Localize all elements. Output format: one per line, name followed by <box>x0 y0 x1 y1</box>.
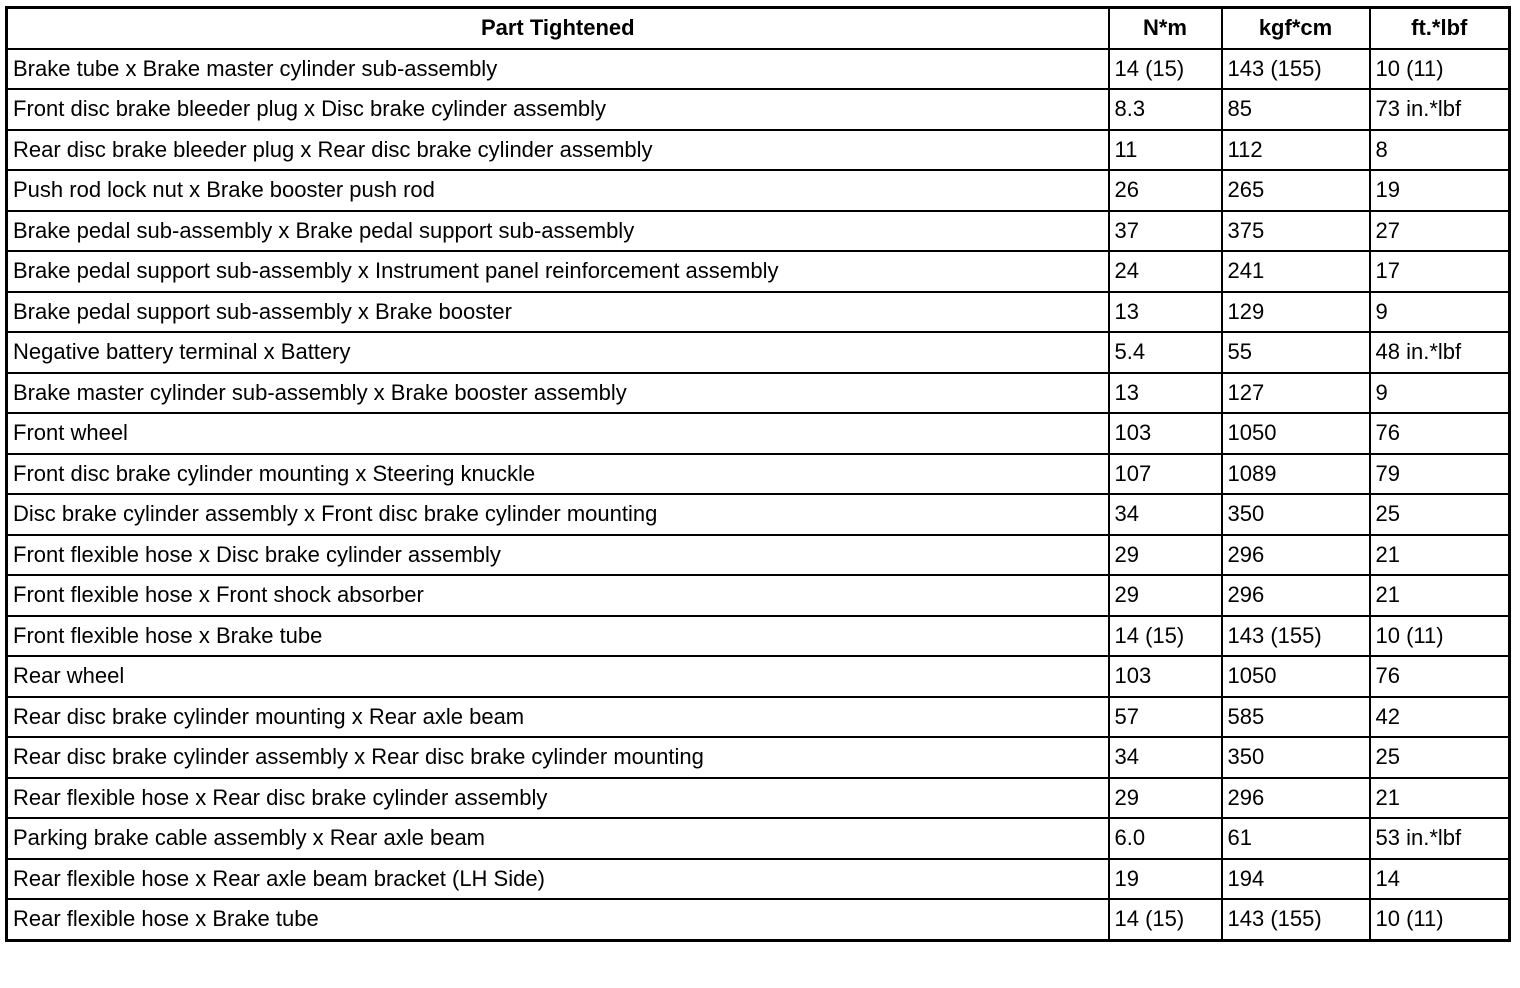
header-part-tightened: Part Tightened <box>7 8 1109 49</box>
cell-nm: 29 <box>1109 778 1222 819</box>
cell-nm: 14 (15) <box>1109 49 1222 90</box>
cell-ft-lbf: 9 <box>1370 292 1510 333</box>
table-row <box>7 49 1510 90</box>
cell-ft-lbf: 9 <box>1370 373 1510 414</box>
cell-part: Push rod lock nut x Brake booster push rod <box>7 170 1109 211</box>
cell-ft-lbf: 21 <box>1370 778 1510 819</box>
cell-part: Brake master cylinder sub-assembly x Brake booster assembly <box>7 373 1109 414</box>
cell-nm: 24 <box>1109 251 1222 292</box>
table-row <box>7 413 1510 454</box>
cell-part: Rear wheel <box>7 656 1109 697</box>
table-row <box>7 656 1510 697</box>
table-row <box>7 575 1510 616</box>
cell-kgf-cm: 241 <box>1222 251 1370 292</box>
table-row <box>7 170 1510 211</box>
cell-nm: 11 <box>1109 130 1222 171</box>
cell-ft-lbf: 21 <box>1370 575 1510 616</box>
table-row <box>7 859 1510 900</box>
cell-nm: 13 <box>1109 292 1222 333</box>
cell-part: Rear disc brake bleeder plug x Rear disc brake cylinder assembly <box>7 130 1109 171</box>
cell-part: Brake pedal sub-assembly x Brake pedal support sub-assembly <box>7 211 1109 252</box>
cell-ft-lbf: 76 <box>1370 656 1510 697</box>
table-row <box>7 697 1510 738</box>
torque-spec-table <box>5 6 1511 942</box>
table-row <box>7 899 1510 940</box>
cell-part: Disc brake cylinder assembly x Front disc brake cylinder mounting <box>7 494 1109 535</box>
table-row <box>7 535 1510 576</box>
cell-part: Rear flexible hose x Brake tube <box>7 899 1109 940</box>
cell-kgf-cm: 1050 <box>1222 656 1370 697</box>
cell-ft-lbf: 8 <box>1370 130 1510 171</box>
table-row <box>7 130 1510 171</box>
cell-part: Rear flexible hose x Rear axle beam bracket (LH Side) <box>7 859 1109 900</box>
cell-ft-lbf: 17 <box>1370 251 1510 292</box>
cell-kgf-cm: 61 <box>1222 818 1370 859</box>
table-row <box>7 494 1510 535</box>
cell-kgf-cm: 127 <box>1222 373 1370 414</box>
header-row <box>7 8 1510 49</box>
cell-kgf-cm: 143 (155) <box>1222 49 1370 90</box>
cell-part: Parking brake cable assembly x Rear axle beam <box>7 818 1109 859</box>
cell-kgf-cm: 265 <box>1222 170 1370 211</box>
cell-ft-lbf: 10 (11) <box>1370 616 1510 657</box>
cell-kgf-cm: 55 <box>1222 332 1370 373</box>
cell-nm: 34 <box>1109 737 1222 778</box>
cell-nm: 29 <box>1109 575 1222 616</box>
cell-nm: 103 <box>1109 656 1222 697</box>
cell-part: Front wheel <box>7 413 1109 454</box>
cell-part: Rear flexible hose x Rear disc brake cylinder assembly <box>7 778 1109 819</box>
cell-kgf-cm: 143 (155) <box>1222 616 1370 657</box>
cell-kgf-cm: 296 <box>1222 575 1370 616</box>
cell-ft-lbf: 25 <box>1370 494 1510 535</box>
cell-ft-lbf: 76 <box>1370 413 1510 454</box>
cell-kgf-cm: 585 <box>1222 697 1370 738</box>
cell-kgf-cm: 350 <box>1222 494 1370 535</box>
cell-ft-lbf: 19 <box>1370 170 1510 211</box>
cell-kgf-cm: 112 <box>1222 130 1370 171</box>
cell-part: Rear disc brake cylinder assembly x Rear disc brake cylinder mounting <box>7 737 1109 778</box>
cell-ft-lbf: 73 in.*lbf <box>1370 89 1510 130</box>
cell-part: Front flexible hose x Front shock absorber <box>7 575 1109 616</box>
table-row <box>7 616 1510 657</box>
table-row <box>7 818 1510 859</box>
cell-kgf-cm: 143 (155) <box>1222 899 1370 940</box>
cell-ft-lbf: 21 <box>1370 535 1510 576</box>
cell-part: Front flexible hose x Disc brake cylinder assembly <box>7 535 1109 576</box>
table-row <box>7 251 1510 292</box>
cell-part: Front flexible hose x Brake tube <box>7 616 1109 657</box>
cell-nm: 107 <box>1109 454 1222 495</box>
cell-nm: 13 <box>1109 373 1222 414</box>
table-row <box>7 332 1510 373</box>
cell-kgf-cm: 194 <box>1222 859 1370 900</box>
cell-nm: 57 <box>1109 697 1222 738</box>
cell-nm: 14 (15) <box>1109 899 1222 940</box>
cell-part: Brake tube x Brake master cylinder sub-assembly <box>7 49 1109 90</box>
cell-kgf-cm: 350 <box>1222 737 1370 778</box>
cell-part: Front disc brake cylinder mounting x Steering knuckle <box>7 454 1109 495</box>
table-row <box>7 454 1510 495</box>
cell-part: Front disc brake bleeder plug x Disc brake cylinder assembly <box>7 89 1109 130</box>
table-row <box>7 211 1510 252</box>
cell-ft-lbf: 48 in.*lbf <box>1370 332 1510 373</box>
cell-nm: 14 (15) <box>1109 616 1222 657</box>
cell-part: Brake pedal support sub-assembly x Instrument panel reinforcement assembly <box>7 251 1109 292</box>
cell-ft-lbf: 14 <box>1370 859 1510 900</box>
table-row <box>7 373 1510 414</box>
cell-ft-lbf: 79 <box>1370 454 1510 495</box>
header-ft-lbf: ft.*lbf <box>1370 8 1510 49</box>
cell-ft-lbf: 25 <box>1370 737 1510 778</box>
cell-kgf-cm: 129 <box>1222 292 1370 333</box>
cell-nm: 8.3 <box>1109 89 1222 130</box>
cell-nm: 5.4 <box>1109 332 1222 373</box>
cell-part: Negative battery terminal x Battery <box>7 332 1109 373</box>
table-row <box>7 292 1510 333</box>
cell-nm: 34 <box>1109 494 1222 535</box>
cell-nm: 6.0 <box>1109 818 1222 859</box>
table-row <box>7 737 1510 778</box>
cell-kgf-cm: 85 <box>1222 89 1370 130</box>
cell-ft-lbf: 42 <box>1370 697 1510 738</box>
cell-part: Rear disc brake cylinder mounting x Rear axle beam <box>7 697 1109 738</box>
cell-nm: 29 <box>1109 535 1222 576</box>
cell-ft-lbf: 27 <box>1370 211 1510 252</box>
cell-kgf-cm: 296 <box>1222 778 1370 819</box>
cell-nm: 26 <box>1109 170 1222 211</box>
cell-kgf-cm: 375 <box>1222 211 1370 252</box>
cell-nm: 103 <box>1109 413 1222 454</box>
cell-kgf-cm: 296 <box>1222 535 1370 576</box>
table-row <box>7 778 1510 819</box>
cell-kgf-cm: 1050 <box>1222 413 1370 454</box>
cell-ft-lbf: 10 (11) <box>1370 49 1510 90</box>
cell-kgf-cm: 1089 <box>1222 454 1370 495</box>
cell-ft-lbf: 53 in.*lbf <box>1370 818 1510 859</box>
header-nm: N*m <box>1109 8 1222 49</box>
table-row <box>7 89 1510 130</box>
cell-ft-lbf: 10 (11) <box>1370 899 1510 940</box>
header-kgf-cm: kgf*cm <box>1222 8 1370 49</box>
cell-nm: 19 <box>1109 859 1222 900</box>
cell-part: Brake pedal support sub-assembly x Brake booster <box>7 292 1109 333</box>
cell-nm: 37 <box>1109 211 1222 252</box>
